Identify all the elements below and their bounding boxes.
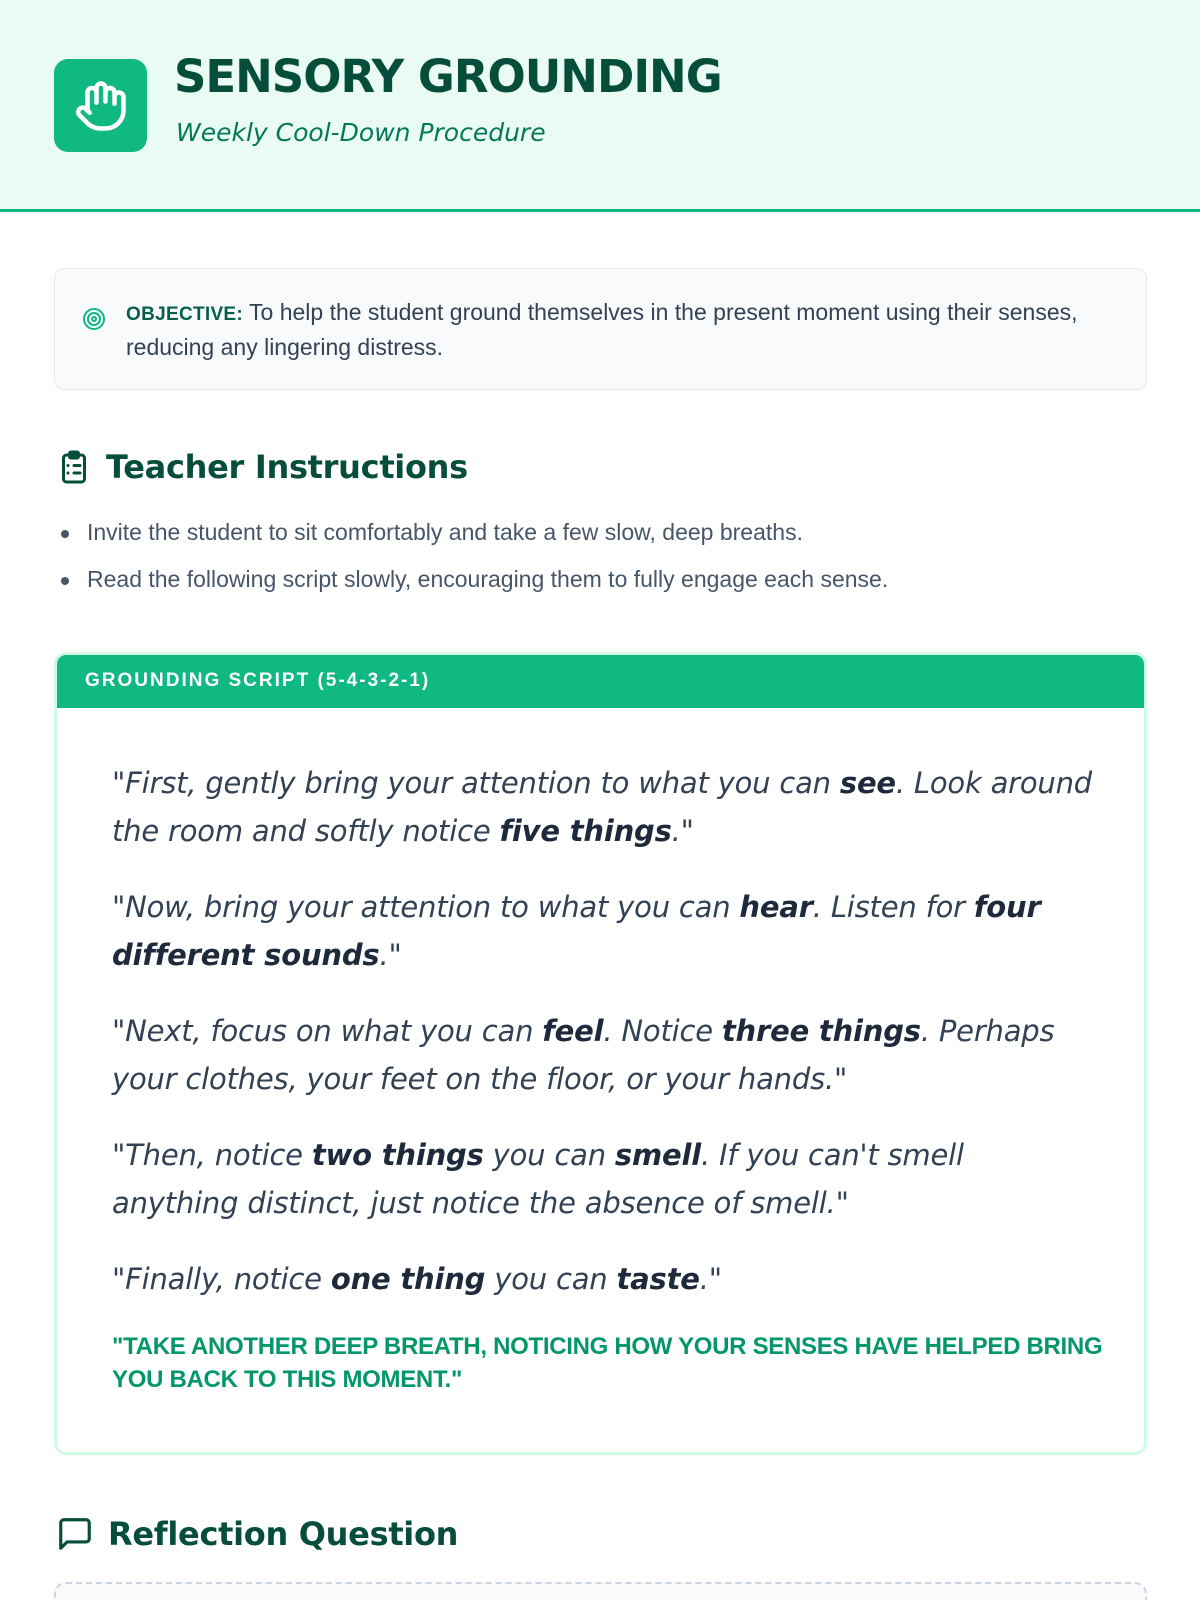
script-heading: GROUNDING SCRIPT (5-4-3-2-1) <box>57 655 1144 708</box>
script-paragraph-hear <box>112 883 1092 979</box>
script-text: "Now, bring your attention to what you can <box>112 890 740 924</box>
grounding-script-card <box>54 652 1147 1455</box>
clipboard-icon <box>56 448 92 486</box>
script-emphasis: three things <box>721 1014 921 1048</box>
script-text: . Look around the room and softly notice <box>112 766 1092 848</box>
script-text: ." <box>671 814 694 848</box>
page-subtitle: Weekly Cool-Down Procedure <box>176 118 546 147</box>
hand-icon <box>74 79 128 133</box>
script-paragraph-see <box>112 759 1092 855</box>
script-text: . Perhaps your clothes, your feet on the floor, or your hands." <box>112 1014 1055 1096</box>
objective-text: To help the student ground themselves in the present moment using their senses, reducing any lingering distress. <box>126 299 1078 360</box>
speech-bubble-icon <box>56 1515 94 1553</box>
instructions-list <box>58 517 1138 611</box>
page-header <box>0 0 1200 212</box>
script-text: you can <box>485 1262 617 1296</box>
objective-text-block <box>126 296 1086 364</box>
script-emphasis: four different sounds <box>112 890 1041 972</box>
instructions-heading: Teacher Instructions <box>106 448 468 486</box>
reflection-heading: Reflection Question <box>108 1515 459 1553</box>
script-emphasis: hear <box>739 890 813 924</box>
list-item: Read the following script slowly, encouraging them to fully engage each sense. <box>58 564 1138 594</box>
objective-label: OBJECTIVE: <box>126 304 244 325</box>
script-text: you can <box>483 1138 615 1172</box>
page-title: SENSORY GROUNDING <box>174 50 722 103</box>
script-closing: "TAKE ANOTHER DEEP BREATH, NOTICING HOW YOUR SENSES HAVE HELPED BRING YOU BACK TO THIS MOMENT." <box>112 1333 1103 1393</box>
objective-box <box>54 268 1147 390</box>
script-emphasis: five things <box>499 814 672 848</box>
list-item: Invite the student to sit comfortably and take a few slow, deep breaths. <box>58 517 1138 547</box>
script-text: . If you can't smell anything distinct, just notice the absence of smell." <box>112 1138 964 1220</box>
logo-badge <box>54 59 147 152</box>
script-text: . Notice <box>603 1014 722 1048</box>
script-text: "Next, focus on what you can <box>112 1014 543 1048</box>
script-paragraph-feel <box>112 1007 1092 1103</box>
script-text: . Listen for <box>812 890 974 924</box>
script-paragraph-smell <box>112 1131 1092 1227</box>
script-text: "Then, notice <box>112 1138 312 1172</box>
reflection-heading-row <box>56 1515 458 1553</box>
script-emphasis: see <box>839 766 896 800</box>
script-emphasis: feel <box>542 1014 604 1048</box>
script-emphasis: two things <box>311 1138 484 1172</box>
script-emphasis: one thing <box>330 1262 486 1296</box>
target-icon <box>82 307 106 331</box>
script-body <box>112 759 1092 1331</box>
script-text: ." <box>379 938 402 972</box>
script-text: "Finally, notice <box>112 1262 331 1296</box>
script-emphasis: smell <box>614 1138 701 1172</box>
instructions-heading-row <box>56 448 468 486</box>
script-emphasis: taste <box>616 1262 700 1296</box>
script-text: ." <box>699 1262 722 1296</box>
script-paragraph-taste <box>112 1255 1092 1303</box>
reflection-answer-box[interactable] <box>54 1582 1147 1600</box>
script-text: "First, gently bring your attention to what you can <box>112 766 840 800</box>
